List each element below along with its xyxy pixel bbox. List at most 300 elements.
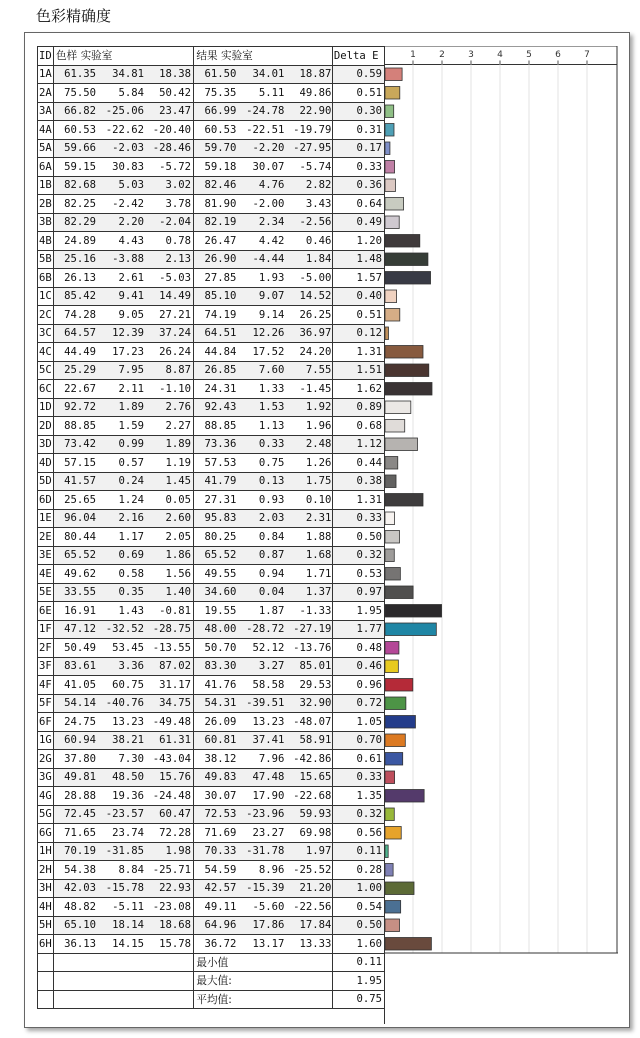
sample-lab-value: 5.84 xyxy=(118,86,145,99)
result-lab-values xyxy=(194,491,332,510)
result-lab-value: 82.19 xyxy=(204,216,237,229)
sample-lab-value: 70.19 xyxy=(64,845,97,858)
sample-lab-values xyxy=(54,935,194,954)
delta-e-bar-chart xyxy=(384,46,618,1024)
summary-row xyxy=(38,972,385,991)
result-lab-values xyxy=(194,676,332,695)
bar-6C xyxy=(385,383,432,396)
delta-e-value: 1.77 xyxy=(332,620,384,639)
result-lab-value: 42.57 xyxy=(204,882,237,895)
result-lab-value: 27.85 xyxy=(204,271,237,284)
sample-lab-values xyxy=(54,842,194,861)
sample-lab-value: -43.04 xyxy=(152,752,192,765)
delta-e-value: 1.60 xyxy=(332,935,384,954)
result-lab-value: 4.42 xyxy=(258,234,285,247)
result-lab-value: 48.00 xyxy=(204,623,237,636)
sample-lab-value: 57.15 xyxy=(64,456,97,469)
page-title: 色彩精确度 xyxy=(36,7,112,25)
result-lab-value: 38.12 xyxy=(204,752,237,765)
result-lab-values xyxy=(194,565,332,584)
result-lab-values xyxy=(194,398,332,417)
delta-e-value: 0.36 xyxy=(332,176,384,195)
delta-e-value: 1.48 xyxy=(332,250,384,269)
table-row xyxy=(38,102,385,121)
result-lab-value: 12.26 xyxy=(252,327,285,340)
result-lab-value: 1.75 xyxy=(305,475,332,488)
delta-e-value: 1.31 xyxy=(332,343,384,362)
result-lab-value: 9.07 xyxy=(258,290,285,303)
row-id: 6G xyxy=(38,824,54,843)
sample-lab-values xyxy=(54,84,194,103)
sample-lab-value: -22.62 xyxy=(105,123,145,136)
row-id: 3H xyxy=(38,879,54,898)
sample-lab-value: 38.21 xyxy=(112,734,145,747)
result-lab-value: 7.96 xyxy=(258,752,285,765)
x-tick-label: 3 xyxy=(468,50,474,60)
sample-lab-value: -13.55 xyxy=(152,641,192,654)
sample-lab-values xyxy=(54,639,194,658)
result-lab-value: 2.34 xyxy=(258,216,285,229)
table-row xyxy=(38,935,385,954)
sample-lab-values xyxy=(54,824,194,843)
bar-2F xyxy=(385,642,399,655)
table-row xyxy=(38,139,385,158)
bar-3B xyxy=(385,216,399,229)
bar-3D xyxy=(385,438,417,451)
table-row xyxy=(38,565,385,584)
result-lab-value: -13.76 xyxy=(293,641,332,654)
row-id: 1G xyxy=(38,731,54,750)
sample-lab-value: -20.40 xyxy=(152,123,192,136)
sample-lab-value: 16.91 xyxy=(64,604,97,617)
sample-lab-value: 53.45 xyxy=(112,641,145,654)
table-row xyxy=(38,213,385,232)
sample-lab-value: 96.04 xyxy=(64,512,97,525)
row-id: 5H xyxy=(38,916,54,935)
sample-lab-values xyxy=(54,380,194,399)
x-tick-label: 5 xyxy=(526,50,532,60)
sample-lab-value: 8.87 xyxy=(165,364,192,377)
result-lab-value: 61.50 xyxy=(204,68,237,81)
result-lab-value: 64.96 xyxy=(204,919,237,932)
delta-e-value: 0.30 xyxy=(332,102,384,121)
result-lab-value: 30.07 xyxy=(204,789,237,802)
delta-e-value: 0.28 xyxy=(332,861,384,880)
row-id: 6C xyxy=(38,380,54,399)
sample-lab-value: 1.19 xyxy=(165,456,192,469)
result-lab-values xyxy=(194,472,332,491)
sample-lab-value: 9.41 xyxy=(118,290,145,303)
bar-5C xyxy=(385,364,429,377)
delta-e-value: 0.49 xyxy=(332,213,384,232)
sample-lab-value: 60.53 xyxy=(64,123,97,136)
sample-lab-values xyxy=(54,454,194,473)
table-row xyxy=(38,805,385,824)
sample-lab-value: 19.36 xyxy=(112,789,145,802)
sample-lab-value: 17.23 xyxy=(112,345,145,358)
result-lab-value: 1.92 xyxy=(305,401,332,414)
delta-e-value: 0.59 xyxy=(332,65,384,84)
row-id: 4D xyxy=(38,454,54,473)
sample-lab-values xyxy=(54,324,194,343)
result-lab-value: 32.90 xyxy=(299,697,332,710)
sample-lab-values xyxy=(54,546,194,565)
sample-lab-values xyxy=(54,306,194,325)
row-id: 1H xyxy=(38,842,54,861)
bar-3G xyxy=(385,771,395,784)
result-lab-value: 1.87 xyxy=(258,604,285,617)
bar-5E xyxy=(385,586,413,599)
sample-lab-value: 1.17 xyxy=(118,530,145,543)
delta-e-value: 1.00 xyxy=(332,879,384,898)
sample-lab-values xyxy=(54,121,194,140)
sample-lab-value: -25.71 xyxy=(152,863,192,876)
header-delta-e: Delta E xyxy=(332,47,384,66)
result-lab-values xyxy=(194,750,332,769)
result-lab-value: 1.93 xyxy=(258,271,285,284)
delta-e-value: 0.68 xyxy=(332,417,384,436)
result-lab-values xyxy=(194,879,332,898)
result-lab-value: 60.53 xyxy=(204,123,237,136)
result-lab-value: 52.12 xyxy=(252,641,285,654)
row-id: 3G xyxy=(38,768,54,787)
row-id: 6A xyxy=(38,158,54,177)
sample-lab-value: 83.61 xyxy=(64,660,97,673)
result-lab-value: 1.13 xyxy=(258,419,285,432)
sample-lab-value: -23.08 xyxy=(152,900,192,913)
sample-lab-value: 0.35 xyxy=(118,586,145,599)
row-id: 6H xyxy=(38,935,54,954)
sample-lab-value: 73.42 xyxy=(64,438,97,451)
table-row xyxy=(38,639,385,658)
sample-lab-value: 23.74 xyxy=(112,826,145,839)
row-id: 3D xyxy=(38,435,54,454)
result-lab-value: -25.52 xyxy=(293,863,332,876)
sample-lab-value: 72.28 xyxy=(159,826,192,839)
sample-lab-value: 60.94 xyxy=(64,734,97,747)
row-id: 2D xyxy=(38,417,54,436)
bar-4E xyxy=(385,568,400,581)
sample-lab-value: 8.84 xyxy=(118,863,145,876)
row-id: 1D xyxy=(38,398,54,417)
sample-lab-values xyxy=(54,158,194,177)
result-lab-values xyxy=(194,250,332,269)
sample-lab-value: 41.57 xyxy=(64,475,97,488)
result-lab-values xyxy=(194,694,332,713)
sample-lab-value: 18.68 xyxy=(159,919,192,932)
sample-lab-value: 2.76 xyxy=(165,401,192,414)
result-lab-values xyxy=(194,435,332,454)
result-lab-value: 2.31 xyxy=(305,512,332,525)
result-lab-value: -4.44 xyxy=(252,253,285,266)
sample-lab-value: 0.05 xyxy=(165,493,192,506)
row-id: 3A xyxy=(38,102,54,121)
table-row xyxy=(38,528,385,547)
result-lab-value: -22.68 xyxy=(293,789,332,802)
sample-lab-value: 59.15 xyxy=(64,160,97,173)
result-lab-value: 59.93 xyxy=(299,808,332,821)
sample-lab-value: 34.75 xyxy=(159,697,192,710)
result-lab-values xyxy=(194,380,332,399)
table-row xyxy=(38,232,385,251)
result-lab-value: 49.11 xyxy=(204,900,237,913)
sample-lab-value: 1.56 xyxy=(165,567,192,580)
row-id: 5D xyxy=(38,472,54,491)
row-id: 4F xyxy=(38,676,54,695)
result-lab-value: 15.65 xyxy=(299,771,332,784)
result-lab-values xyxy=(194,306,332,325)
delta-e-value: 0.97 xyxy=(332,583,384,602)
summary-blank xyxy=(38,953,54,972)
result-lab-value: 72.53 xyxy=(204,808,237,821)
result-lab-value: 3.43 xyxy=(305,197,332,210)
result-lab-values xyxy=(194,842,332,861)
sample-lab-value: 14.15 xyxy=(112,937,145,950)
sample-lab-value: 64.57 xyxy=(64,327,97,340)
delta-e-value: 0.72 xyxy=(332,694,384,713)
sample-lab-value: -0.81 xyxy=(159,604,192,617)
table-row xyxy=(38,602,385,621)
sample-lab-value: 47.12 xyxy=(64,623,97,636)
bar-4C xyxy=(385,346,423,359)
table-row xyxy=(38,509,385,528)
bar-6H xyxy=(385,938,431,951)
bar-2C xyxy=(385,309,400,322)
sample-lab-values xyxy=(54,232,194,251)
bar-1D xyxy=(385,401,411,414)
sample-lab-value: 49.81 xyxy=(64,771,97,784)
row-id: 2C xyxy=(38,306,54,325)
result-lab-value: 74.19 xyxy=(204,308,237,321)
result-lab-value: 8.96 xyxy=(258,863,285,876)
bar-1C xyxy=(385,290,397,303)
result-lab-value: -2.00 xyxy=(252,197,285,210)
result-lab-value: 60.81 xyxy=(204,734,237,747)
sample-lab-value: 2.16 xyxy=(118,512,145,525)
bar-1B xyxy=(385,179,395,192)
bar-2H xyxy=(385,864,393,877)
row-id: 1A xyxy=(38,65,54,84)
bar-3C xyxy=(385,327,388,340)
row-id: 2G xyxy=(38,750,54,769)
sample-lab-value: 61.35 xyxy=(64,68,97,81)
sample-lab-value: 44.49 xyxy=(64,345,97,358)
sample-lab-value: 2.11 xyxy=(118,382,145,395)
result-lab-value: 88.85 xyxy=(204,419,237,432)
result-lab-value: 71.69 xyxy=(204,826,237,839)
result-lab-value: 2.48 xyxy=(305,438,332,451)
bar-6A xyxy=(385,161,395,174)
row-id: 1B xyxy=(38,176,54,195)
table-row xyxy=(38,324,385,343)
result-lab-value: 17.90 xyxy=(252,789,285,802)
summary-blank xyxy=(54,990,194,1009)
result-lab-value: 21.20 xyxy=(299,882,332,895)
table-row xyxy=(38,195,385,214)
sample-lab-value: -5.72 xyxy=(159,160,192,173)
sample-lab-value: 1.43 xyxy=(118,604,145,617)
delta-e-value: 0.44 xyxy=(332,454,384,473)
header-result-lab: 结果 实验室 xyxy=(194,47,332,66)
result-lab-value: 70.33 xyxy=(204,845,237,858)
sample-lab-value: -31.85 xyxy=(105,845,145,858)
result-lab-value: 17.52 xyxy=(252,345,285,358)
row-id: 2A xyxy=(38,84,54,103)
sample-lab-value: 7.30 xyxy=(118,752,145,765)
result-lab-value: -2.20 xyxy=(252,142,285,155)
result-lab-value: 69.98 xyxy=(299,826,332,839)
result-lab-value: -1.45 xyxy=(299,382,332,395)
summary-label: 平均值: xyxy=(194,990,332,1009)
result-lab-value: 26.09 xyxy=(204,715,237,728)
delta-e-value: 0.89 xyxy=(332,398,384,417)
delta-e-value: 0.48 xyxy=(332,639,384,658)
table-row xyxy=(38,750,385,769)
result-lab-values xyxy=(194,84,332,103)
sample-lab-value: 15.76 xyxy=(159,771,192,784)
sample-lab-value: 1.45 xyxy=(165,475,192,488)
sample-lab-values xyxy=(54,250,194,269)
sample-lab-values xyxy=(54,269,194,288)
bar-6G xyxy=(385,827,401,840)
sample-lab-value: 80.44 xyxy=(64,530,97,543)
result-lab-value: 47.48 xyxy=(252,771,285,784)
table-row xyxy=(38,583,385,602)
sample-lab-values xyxy=(54,361,194,380)
result-lab-value: 49.86 xyxy=(299,86,332,99)
result-lab-value: 2.03 xyxy=(258,512,285,525)
row-id: 4C xyxy=(38,343,54,362)
sample-lab-value: 3.36 xyxy=(118,660,145,673)
bar-1F xyxy=(385,623,436,636)
table-row xyxy=(38,787,385,806)
result-lab-value: -5.74 xyxy=(299,160,332,173)
result-lab-value: 1.68 xyxy=(305,549,332,562)
result-lab-value: 14.52 xyxy=(299,290,332,303)
sample-lab-values xyxy=(54,750,194,769)
sample-lab-value: 75.50 xyxy=(64,86,97,99)
table-row xyxy=(38,398,385,417)
result-lab-value: 7.55 xyxy=(305,364,332,377)
row-id: 1F xyxy=(38,620,54,639)
color-accuracy-table xyxy=(37,46,385,1009)
sample-lab-value: 23.47 xyxy=(159,105,192,118)
sample-lab-values xyxy=(54,694,194,713)
sample-lab-values xyxy=(54,213,194,232)
sample-lab-value: 87.02 xyxy=(159,660,192,673)
bar-2G xyxy=(385,753,403,766)
sample-lab-value: 0.69 xyxy=(118,549,145,562)
summary-blank xyxy=(54,953,194,972)
bar-1G xyxy=(385,734,405,747)
sample-lab-value: 65.52 xyxy=(64,549,97,562)
result-lab-value: -27.19 xyxy=(293,623,332,636)
sample-lab-value: 9.05 xyxy=(118,308,145,321)
sample-lab-value: 27.21 xyxy=(159,308,192,321)
delta-e-value: 0.53 xyxy=(332,565,384,584)
result-lab-value: -23.96 xyxy=(246,808,285,821)
sample-lab-values xyxy=(54,898,194,917)
sample-lab-value: 15.78 xyxy=(159,937,192,950)
sample-lab-value: -3.88 xyxy=(112,253,145,266)
result-lab-value: 73.36 xyxy=(204,438,237,451)
result-lab-value: 22.90 xyxy=(299,105,332,118)
result-lab-values xyxy=(194,824,332,843)
sample-lab-value: 4.43 xyxy=(118,234,145,247)
delta-e-value: 0.32 xyxy=(332,805,384,824)
row-id: 5F xyxy=(38,694,54,713)
sample-lab-value: 50.49 xyxy=(64,641,97,654)
result-lab-value: 49.83 xyxy=(204,771,237,784)
summary-value: 0.75 xyxy=(332,990,384,1009)
table-row xyxy=(38,361,385,380)
result-lab-value: 0.93 xyxy=(258,493,285,506)
result-lab-values xyxy=(194,713,332,732)
result-lab-value: 26.25 xyxy=(299,308,332,321)
result-lab-values xyxy=(194,935,332,954)
table-row xyxy=(38,768,385,787)
result-lab-value: 13.23 xyxy=(252,715,285,728)
delta-e-value: 0.33 xyxy=(332,768,384,787)
sample-lab-value: 2.13 xyxy=(165,253,192,266)
result-lab-value: 17.84 xyxy=(299,919,332,932)
sample-lab-value: 82.68 xyxy=(64,179,97,192)
result-lab-value: 19.55 xyxy=(204,604,237,617)
row-id: 5C xyxy=(38,361,54,380)
sample-lab-value: 60.47 xyxy=(159,808,192,821)
result-lab-value: 49.55 xyxy=(204,567,237,580)
sample-lab-value: 2.20 xyxy=(118,216,145,229)
sample-lab-value: 2.61 xyxy=(118,271,145,284)
sample-lab-value: -2.04 xyxy=(159,216,192,229)
result-lab-values xyxy=(194,417,332,436)
delta-e-value: 0.12 xyxy=(332,324,384,343)
sample-lab-value: 0.78 xyxy=(165,234,192,247)
result-lab-values xyxy=(194,269,332,288)
result-lab-value: 9.14 xyxy=(258,308,285,321)
row-id: 2F xyxy=(38,639,54,658)
result-lab-value: 0.13 xyxy=(258,475,285,488)
result-lab-value: 1.96 xyxy=(305,419,332,432)
result-lab-values xyxy=(194,861,332,880)
result-lab-value: -39.51 xyxy=(246,697,285,710)
bar-2B xyxy=(385,198,404,211)
sample-lab-value: 71.65 xyxy=(64,826,97,839)
result-lab-value: 50.70 xyxy=(204,641,237,654)
result-lab-value: 58.91 xyxy=(299,734,332,747)
sample-lab-values xyxy=(54,787,194,806)
sample-lab-value: 37.24 xyxy=(159,327,192,340)
sample-lab-value: 18.14 xyxy=(112,919,145,932)
result-lab-value: 30.07 xyxy=(252,160,285,173)
sample-lab-values xyxy=(54,102,194,121)
bar-3A xyxy=(385,105,394,118)
sample-lab-value: 34.81 xyxy=(112,68,145,81)
delta-e-value: 0.32 xyxy=(332,546,384,565)
result-lab-value: 0.46 xyxy=(305,234,332,247)
result-lab-value: -5.00 xyxy=(299,271,332,284)
result-lab-value: 5.11 xyxy=(258,86,285,99)
sample-lab-value: 0.58 xyxy=(118,567,145,580)
result-lab-values xyxy=(194,121,332,140)
result-lab-values xyxy=(194,731,332,750)
result-lab-values xyxy=(194,454,332,473)
result-lab-value: 13.17 xyxy=(252,937,285,950)
row-id: 4G xyxy=(38,787,54,806)
result-lab-values xyxy=(194,528,332,547)
delta-e-value: 0.40 xyxy=(332,287,384,306)
sample-lab-values xyxy=(54,805,194,824)
